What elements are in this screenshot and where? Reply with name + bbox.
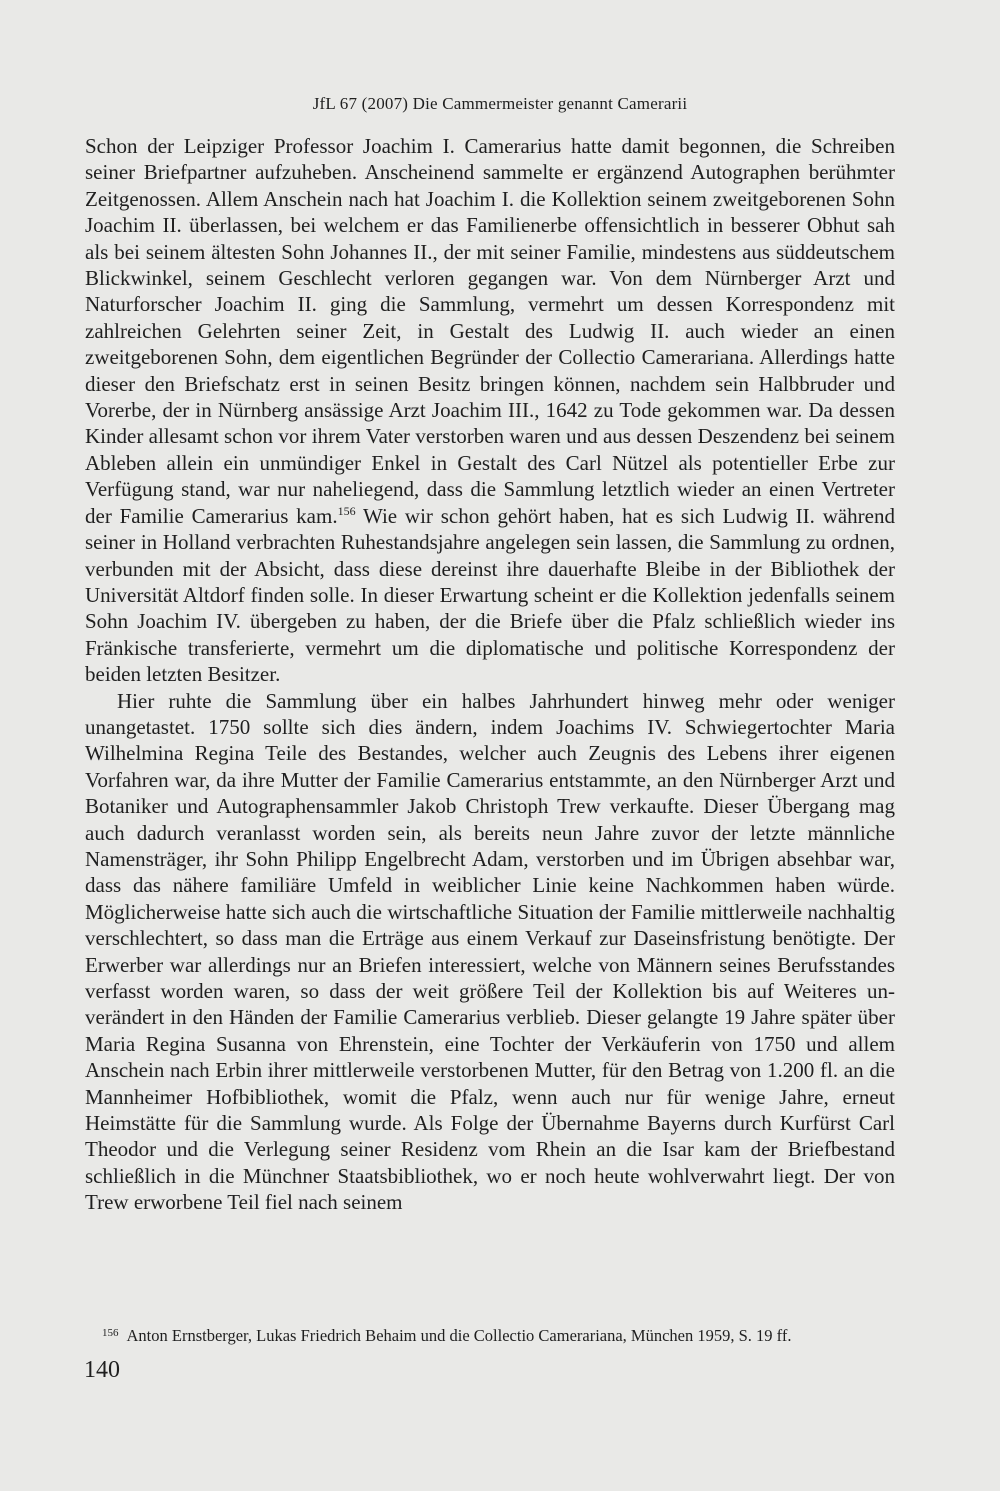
page-number: 140 [84, 1357, 120, 1383]
footnote [102, 1323, 902, 1346]
footnote-number: 156 [102, 1327, 119, 1339]
footnote-text: Anton Ernstberger, Lukas Friedrich Behaim und die Collectio Camerariana, München 1959, S. 19 ff. [126, 1326, 792, 1345]
paragraph-1-text: Schon der Leipziger Professor Joachim I. Camerarius hatte damit begonnen, die Schreiben seiner Briefpartner aufzuheben. Anscheinend sammelte er ergänzend Autographen berühmter Zeitgenossen. Allem Anschein nach hat Joachim I. die Kollektion seinem zweitgeborenen Sohn Joachim II. überlassen, bei welchem er das Familienerbe offensichtlich in besserer Obhut sah als bei seinem ältesten Sohn Johannes II., der mit seiner Familie, mindestens aus süddeutschem Blickwinkel, seinem Geschlecht verloren gegangen war. Von dem Nürnberger Arzt und Naturforscher Joachim II. ging die Sammlung, vermehrt um dessen Korrespondenz mit zahlreichen Gelehrten seiner Zeit, in Gestalt des Ludwig II. auch wieder an einen zweitgeborenen Sohn, dem eigentlichen Begründer der Collectio Camerariana. Allerdings hatte dieser den Briefschatz erst in seinen Besitz bringen können, nachdem sein Halbbruder und Vorerbe, der in Nürnberg ansässige Arzt Joachim III., 1642 zu Tode gekommen war. Da dessen Kinder allesamt schon vor ihrem Vater verstorben waren und aus dessen Deszendenz bei seinem Ableben allein ein unmündiger Enkel in Gestalt des Carl Nützel als potentieller Erbe zur Verfügung stand, war nur naheliegend, dass die Sammlung letztlich wieder an einen Vertreter der Familie Camerarius kam. [85, 134, 895, 528]
footnote-reference: 156 [337, 503, 356, 518]
body-text [85, 133, 895, 1216]
paragraph-1 [85, 133, 895, 688]
running-head: JfL 67 (2007) Die Cammermeister genannt Camerarii [312, 94, 688, 113]
paragraph-1-continuation: Wie wir schon gehört haben, hat es sich Ludwig II. während seiner in Holland verbrachten Ruhestandsjahre angelegen sein lassen, die Sammlung zu ordnen, verbunden mit der Absicht, dass diese dereinst ihre dauerhafte Bleibe in der Bibliothek der Universität Altdorf finden solle. In dieser Erwartung scheint er die Kollektion jedenfalls seinem Sohn Joachim IV. übergeben zu haben, der die Briefe über die Pfalz schließlich wieder ins Fränkische transferierte, vermehrt um die diplomatische und politische Korrespondenz der beiden letzten Besitzer. [85, 503, 895, 687]
paragraph-2: Hier ruhte die Sammlung über ein halbes Jahrhundert hinweg mehr oder weniger unangetastet. 1750 sollte sich dies ändern, indem Joachims IV. Schwiegertochter Maria Wilhelmina Regina Teile des Bestandes, welcher auch Zeugnis des Lebens ihrer eigenen Vorfahren war, da ihre Mutter der Familie Camerarius entstammte, an den Nürnberger Arzt und Botaniker und Autographensammler Jakob Christoph Trew verkaufte. Dieser Übergang mag auch dadurch veranlasst worden sein, als bereits neun Jahre zuvor der letzte männliche Namensträger, ihr Sohn Philipp Engelbrecht Adam, verstorben und im Übrigen absehbar war, dass das nähere familiäre Umfeld in weiblicher Linie keine Nachkommen haben würde. Möglicherweise hatte sich auch die wirtschaftliche Situation der Familie mittlerweile nachhaltig verschlechtert, so dass man die Erträge aus einem Verkauf zur Daseinsfristung benötigte. Der Erwerber war allerdings nur an Briefen interessiert, welche von Männern seines Berufsstandes verfasst worden waren, so dass der weit größere Teil der Kollektion bis auf Weiteres unverändert in den Händen der Familie Camerarius verblieb. Dieser gelangte 19 Jahre später über Maria Regina Susanna von Ehrenstein, eine Tochter der Verkäuferin von 1750 und allem Anschein nach Erbin ihrer mittlerweile verstorbenen Mutter, für den Betrag von 1.200 fl. an die Mannheimer Hofbibliothek, womit die Pfalz, wenn auch nur für wenige Jahre, erneut Heimstätte für die Sammlung wurde. Als Folge der Übernahme Bayerns durch Kurfürst Carl Theodor und die Verlegung seiner Residenz vom Rhein an die Isar kam der Briefbestand schließlich in die Münchner Staatsbibliothek, wo er noch heute wohlverwahrt liegt. Der von Trew erworbene Teil fiel nach seinem [85, 688, 895, 1215]
